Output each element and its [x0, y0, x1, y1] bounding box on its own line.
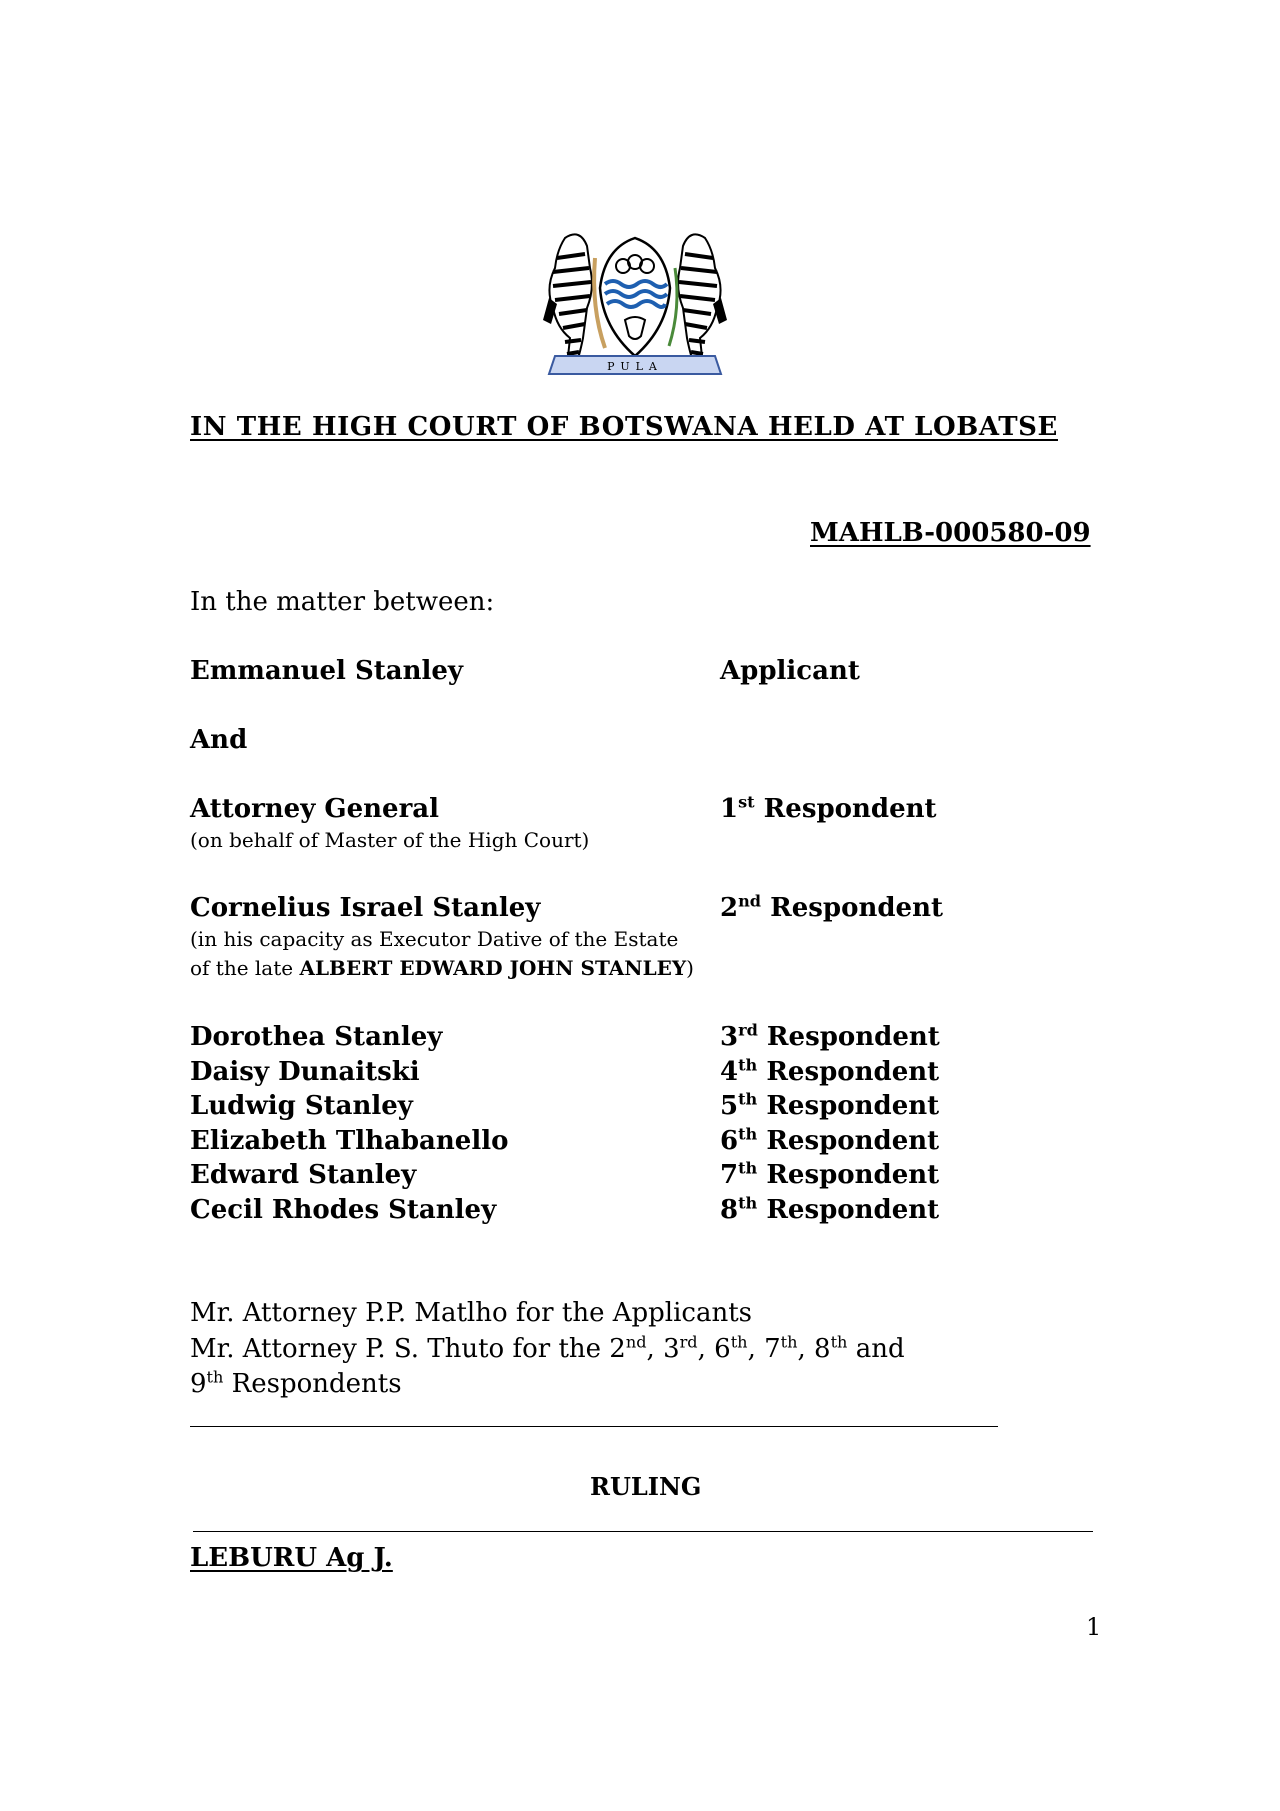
role-label: Respondent	[770, 893, 943, 923]
ordinal-suffix: th	[738, 1193, 758, 1213]
and-label: And	[190, 725, 248, 755]
role-label: Respondent	[766, 1057, 940, 1087]
ordinal-suffix: th	[738, 1089, 758, 1109]
ordinal-number: 1	[720, 794, 739, 824]
ordinal-number: 6	[714, 1334, 731, 1364]
respondent-role	[720, 1195, 939, 1225]
role-label: Respondent	[766, 1126, 940, 1156]
ordinal-suffix: rd	[738, 1020, 758, 1040]
respondent-role	[720, 1126, 939, 1156]
ordinal-suffix: nd	[625, 1332, 647, 1352]
applicant-name: Emmanuel Stanley	[190, 656, 464, 686]
ordinal-suffix: st	[738, 792, 755, 812]
right-zebra-supporter	[678, 234, 727, 366]
deceased-name: ALBERT EDWARD JOHN STANLEY	[299, 956, 687, 980]
respondent2-note-line2	[190, 956, 694, 980]
ordinal-suffix: nd	[738, 891, 762, 911]
ordinal-suffix: th	[830, 1332, 848, 1352]
role-label: Respondent	[766, 1160, 940, 1190]
divider-top	[190, 1426, 998, 1427]
separator: ,	[747, 1334, 765, 1364]
motto: PULA	[607, 360, 663, 373]
applicant-role: Applicant	[720, 656, 860, 686]
counsel-prefix: Mr. Attorney P. S. Thuto for the	[190, 1334, 610, 1364]
page-number: 1	[1086, 1613, 1102, 1641]
respondent-name: Daisy Dunaitski	[190, 1057, 420, 1087]
role-label: Respondent	[766, 1022, 940, 1052]
and-word: and	[847, 1334, 905, 1364]
ordinal-number: 6	[720, 1126, 739, 1156]
separator: ,	[697, 1334, 715, 1364]
case-number: MAHLB-000580-09	[810, 518, 1091, 548]
ordinal-number: 9	[190, 1369, 207, 1399]
respondent2-role	[720, 893, 943, 923]
judge-name: LEBURU Ag J.	[190, 1543, 393, 1573]
separator: ,	[797, 1334, 815, 1364]
ordinal-number: 7	[764, 1334, 781, 1364]
respondent1-name: Attorney General	[190, 794, 439, 824]
respondent2-note-line1: (in his capacity as Executor Dative of the Estate	[190, 927, 679, 951]
counsel-respondents-cont	[190, 1369, 402, 1399]
respondent-name: Ludwig Stanley	[190, 1091, 413, 1121]
respondent-role	[720, 1160, 939, 1190]
ordinal-number: 2	[609, 1334, 626, 1364]
separator: ,	[646, 1334, 664, 1364]
ordinal-number: 8	[814, 1334, 831, 1364]
ordinal-suffix: rd	[679, 1332, 698, 1352]
ordinal-number: 4	[720, 1057, 739, 1087]
left-zebra-supporter	[543, 234, 592, 366]
respondent-name: Dorothea Stanley	[190, 1022, 443, 1052]
counsel-applicants: Mr. Attorney P.P. Matlho for the Applicants	[190, 1298, 753, 1328]
ordinal-number: 5	[720, 1091, 739, 1121]
role-label: Respondent	[766, 1195, 940, 1225]
note-prefix: of the late	[190, 956, 300, 980]
matter-intro: In the matter between:	[190, 587, 495, 617]
respondent-role	[720, 1091, 939, 1121]
ordinal-number: 3	[663, 1334, 680, 1364]
ordinal-number: 2	[720, 893, 739, 923]
respondent-role	[720, 1022, 940, 1052]
respondent2-name: Cornelius Israel Stanley	[190, 893, 541, 923]
respondent1-role	[720, 794, 937, 824]
ordinal-suffix: th	[738, 1055, 758, 1075]
respondents-word: Respondents	[223, 1369, 402, 1399]
respondent-name: Elizabeth Tlhabanello	[190, 1126, 509, 1156]
respondent-name: Cecil Rhodes Stanley	[190, 1195, 497, 1225]
counsel-respondents	[190, 1334, 905, 1364]
ordinal-number: 3	[720, 1022, 739, 1052]
ordinal-number: 7	[720, 1160, 739, 1190]
shield	[600, 238, 670, 356]
court-heading: IN THE HIGH COURT OF BOTSWANA HELD AT LOBATSE	[190, 412, 1058, 442]
ordinal-number: 8	[720, 1195, 739, 1225]
role-label: Respondent	[766, 1091, 940, 1121]
respondent-role	[720, 1057, 939, 1087]
respondent1-note: (on behalf of Master of the High Court)	[190, 828, 590, 852]
ruling-title: RULING	[590, 1472, 702, 1501]
ordinal-suffix: th	[730, 1332, 748, 1352]
ordinal-suffix: th	[738, 1124, 758, 1144]
role-label: Respondent	[763, 794, 937, 824]
note-suffix: )	[686, 956, 694, 980]
botswana-coat-of-arms-icon	[535, 228, 735, 385]
divider-bottom	[193, 1531, 1093, 1532]
ordinal-suffix: th	[738, 1158, 758, 1178]
respondent-name: Edward Stanley	[190, 1160, 417, 1190]
ordinal-suffix: th	[206, 1367, 224, 1387]
ordinal-suffix: th	[780, 1332, 798, 1352]
